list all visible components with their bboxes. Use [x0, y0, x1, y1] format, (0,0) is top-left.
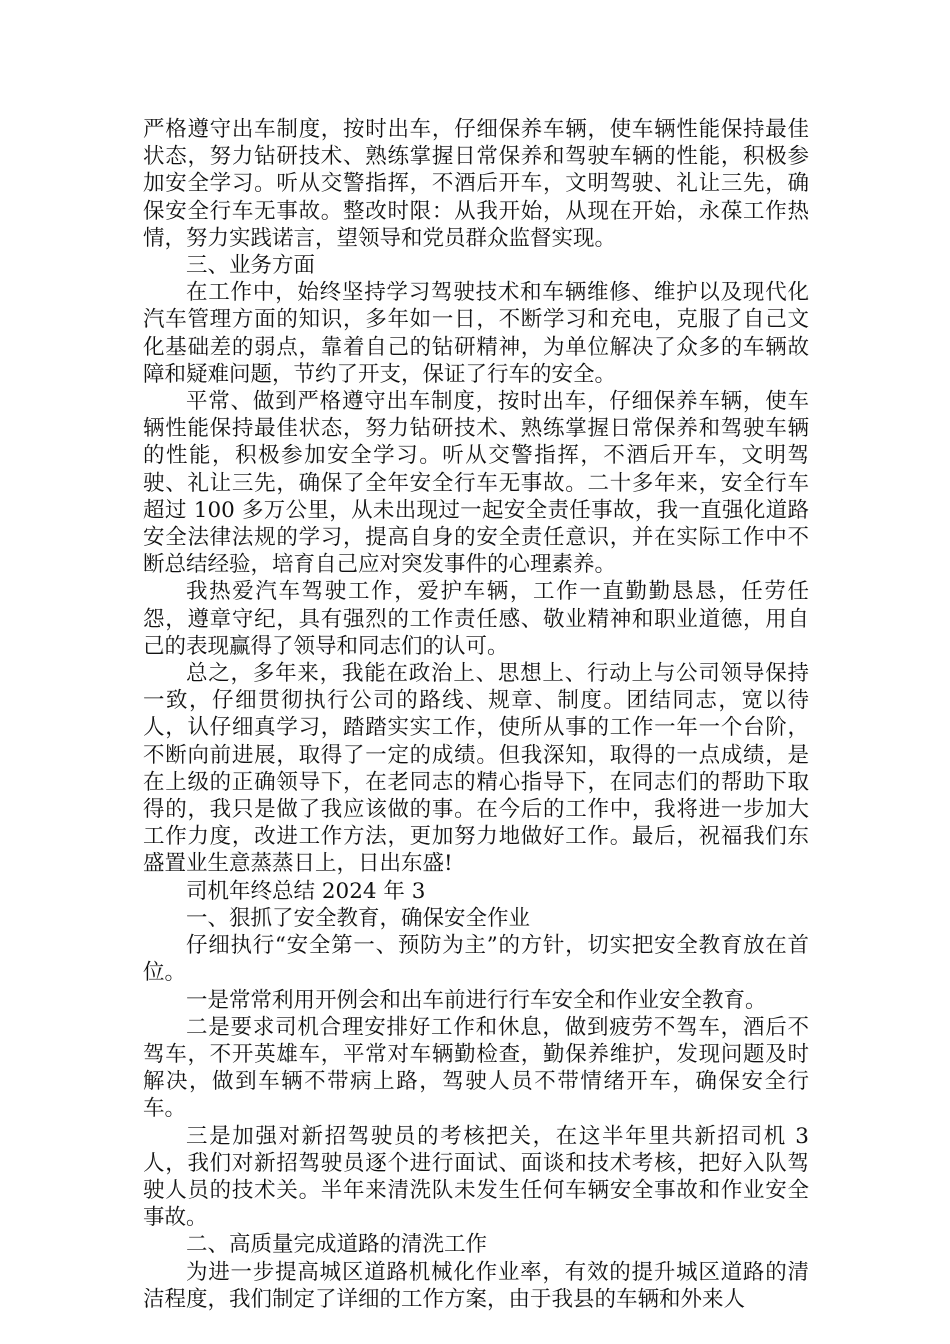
section-heading-business: 三、业务方面 [186, 253, 316, 279]
document-subtitle: 司机年终总结 2024 年 3 [186, 878, 426, 904]
paragraph: 一是常常利用开例会和出车前进行行车安全和作业安全教育。 [186, 987, 767, 1013]
paragraph: 平常、做到严格遵守出车制度，按时出车，仔细保养车辆，使车辆性能保持最佳状态，努力钻研技术、熟练掌握日常保养和驾驶车辆的性能，积极参加安全学习。听从交警指挥，不酒后开车，文明驾驶、礼让三先，确保了全年安全行车无事故。二十多年来，安全行车超过 100 多万公里，从未出现过一起安全责任事故，我一直强化道路安全法律法规的学习，提高自身的安全责任意识，并在实际工作中不断总结经验，培育自己应对突发事件的心理素养。 [143, 389, 809, 578]
paragraph: 在工作中，始终坚持学习驾驶技术和车辆维修、维护以及现代化汽车管理方面的知识，多年如一日，不断学习和充电，克服了自己文化基础差的弱点，靠着自己的钻研精神，为单位解决了众多的车辆故障和疑难问题，节约了开支，保证了行车的安全。 [143, 280, 809, 387]
paragraph: 三是加强对新招驾驶员的考核把关，在这半年里共新招司机 3 人，我们对新招驾驶员逐个进行面试、面谈和技术考核，把好入队驾驶人员的技术关。半年来清洗队未发生任何车辆安全事故和作业安全事故。 [143, 1123, 809, 1231]
paragraph: 为进一步提高城区道路机械化作业率，有效的提升城区道路的清洁程度，我们制定了详细的工作方案，由于我县的车辆和外来人 [143, 1259, 809, 1312]
paragraph: 我热爱汽车驾驶工作，爱护车辆，工作一直勤勤恳恳，任劳任怨，遵章守纪，具有强烈的工作责任感、敬业精神和职业道德，用自己的表现赢得了领导和同志们的认可。 [143, 579, 809, 659]
paragraph: 二是要求司机合理安排好工作和休息，做到疲劳不驾车，酒后不驾车，不开英雄车，平常对车辆勤检查，勤保养维护，发现问题及时解决，做到车辆不带病上路，驾驶人员不带情绪开车，确保安全行车。 [143, 1014, 809, 1122]
document-body [143, 116, 809, 1313]
section-heading-safety: 一、狠抓了安全教育，确保安全作业 [186, 905, 531, 931]
section-heading-cleaning: 二、高质量完成道路的清洗工作 [186, 1232, 488, 1258]
paragraph: 总之，多年来，我能在政治上、思想上、行动上与公司领导保持一致，仔细贯彻执行公司的路线、规章、制度。团结同志，宽以待人，认仔细真学习，踏踏实实工作，使所从事的工作一年一个台阶，不断向前进展，取得了一定的成绩。但我深知，取得的一点成绩，是在上级的正确领导下，在老同志的精心指导下，在同志们的帮助下取得的，我只是做了我应该做的事。在今后的工作中，我将进一步加大工作力度，改进工作方法，更加努力地做好工作。最后，祝福我们东盛置业生意蒸蒸日上，日出东盛! [143, 661, 809, 877]
paragraph: 仔细执行“安全第一、预防为主”的方针，切实把安全教育放在首位。 [143, 933, 809, 986]
paragraph-continued: 严格遵守出车制度，按时出车，仔细保养车辆，使车辆性能保持最佳状态，努力钻研技术、熟练掌握日常保养和驾驶车辆的性能，积极参加安全学习。听从交警指挥，不酒后开车，文明驾驶、礼让三先，确保安全行车无事故。整改时限：从我开始，从现在开始，永葆工作热情，努力实践诺言，望领导和党员群众监督实现。 [143, 117, 809, 251]
